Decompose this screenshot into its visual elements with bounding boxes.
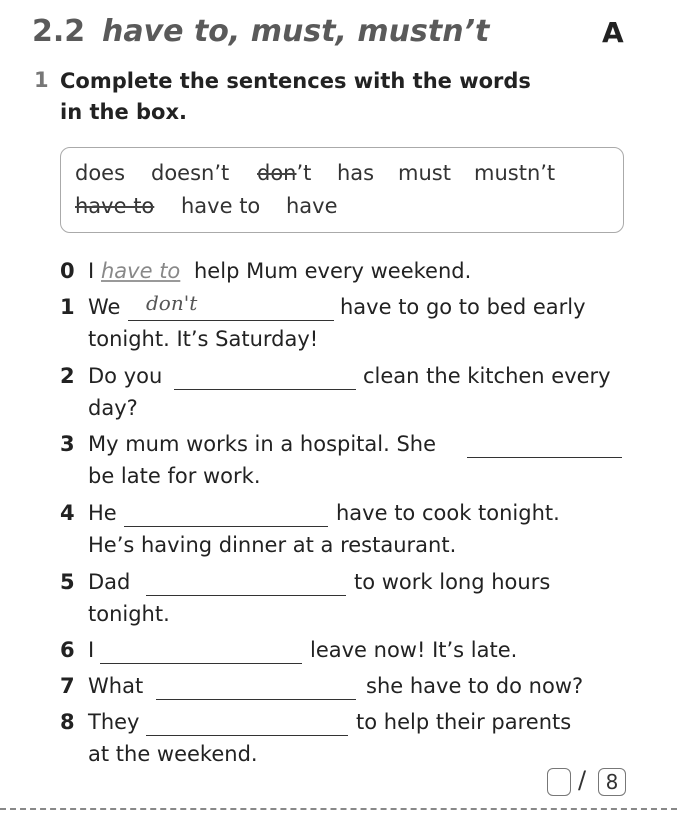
- sentence-1-pre: We: [88, 295, 121, 319]
- sentence-4-blank[interactable]: [124, 526, 328, 527]
- sentence-4-pre: He: [88, 501, 117, 525]
- sentence-5-pre: Dad: [88, 570, 131, 594]
- sentence-4-number: 4: [60, 501, 75, 525]
- exercise-number: 1: [34, 68, 49, 92]
- sentence-8-pre: They: [88, 710, 140, 734]
- sentence-6-post: leave now! It’s late.: [310, 638, 518, 662]
- sentence-5-post: to work long hours: [354, 570, 551, 594]
- sentence-8-blank[interactable]: [146, 735, 348, 736]
- sentence-7-pre: What: [88, 674, 144, 698]
- sentence-3-pre: My mum works in a hospital. She: [88, 432, 437, 456]
- word-does: does: [75, 161, 126, 185]
- sentence-3-line2: be late for work.: [88, 464, 261, 488]
- sentence-7-post: she have to do now?: [366, 674, 584, 698]
- sentence-6-number: 6: [60, 638, 75, 662]
- word-mustnt: mustn’t: [474, 161, 556, 185]
- sentence-0-number: 0: [60, 259, 75, 283]
- sentence-6-blank[interactable]: [100, 663, 302, 664]
- score-input-box[interactable]: [547, 768, 571, 796]
- sentence-1-handwritten-answer: don't: [146, 291, 198, 315]
- sentence-8-post: to help their parents: [356, 710, 572, 734]
- unit-number: 2.2: [32, 14, 86, 49]
- word-box: [60, 147, 624, 233]
- word-doesnt: doesn’t: [151, 161, 230, 185]
- sentence-2-blank[interactable]: [174, 389, 356, 390]
- word-dont-struck: [257, 161, 311, 185]
- sentence-0-pre: I: [88, 259, 95, 283]
- sentence-2-number: 2: [60, 364, 75, 388]
- sentence-3-number: 3: [60, 432, 75, 456]
- level-badge: A: [602, 16, 624, 49]
- sentence-1-number: 1: [60, 295, 75, 319]
- struck-part: don: [257, 161, 297, 185]
- sentence-2-post: clean the kitchen every: [363, 364, 611, 388]
- score-slash: /: [578, 766, 587, 794]
- score-total: 8: [598, 768, 626, 796]
- sentence-1-post: have to go to bed early: [340, 295, 586, 319]
- unit-title: have to, must, mustn’t: [102, 14, 490, 49]
- sentence-8-number: 8: [60, 710, 75, 734]
- sentence-2-pre: Do you: [88, 364, 163, 388]
- sentence-1-line2: tonight. It’s Saturday!: [88, 327, 319, 351]
- sentence-8-line2: at the weekend.: [88, 742, 258, 766]
- sentence-7-number: 7: [60, 674, 75, 698]
- sentence-5-blank[interactable]: [146, 595, 346, 596]
- word-have: have: [286, 194, 338, 218]
- sentence-7-blank[interactable]: [156, 699, 356, 700]
- sentence-0-post: help Mum every weekend.: [194, 259, 472, 283]
- sentence-5-line2: tonight.: [88, 602, 170, 626]
- word-have-to: have to: [181, 194, 261, 218]
- word-dont-rest: ’t: [296, 161, 312, 185]
- exercise-instruction: [60, 66, 560, 128]
- sentence-6-pre: I: [88, 638, 95, 662]
- sentence-0-example-answer: have to: [101, 259, 181, 283]
- instruction-line-2: in the box.: [60, 100, 187, 124]
- word-have-to-struck: have to: [75, 194, 155, 218]
- instruction-line-1: Complete the sentences with the words: [60, 69, 531, 93]
- sentence-2-line2: day?: [88, 396, 138, 420]
- word-must: must: [398, 161, 451, 185]
- sentence-3-blank[interactable]: [467, 457, 622, 458]
- word-has: has: [337, 161, 375, 185]
- sentence-5-number: 5: [60, 570, 75, 594]
- sentence-1-blank[interactable]: [128, 320, 334, 321]
- sentence-4-line2: He’s having dinner at a restaurant.: [88, 533, 457, 557]
- sentence-4-post: have to cook tonight.: [336, 501, 560, 525]
- cut-line-divider: [0, 808, 677, 810]
